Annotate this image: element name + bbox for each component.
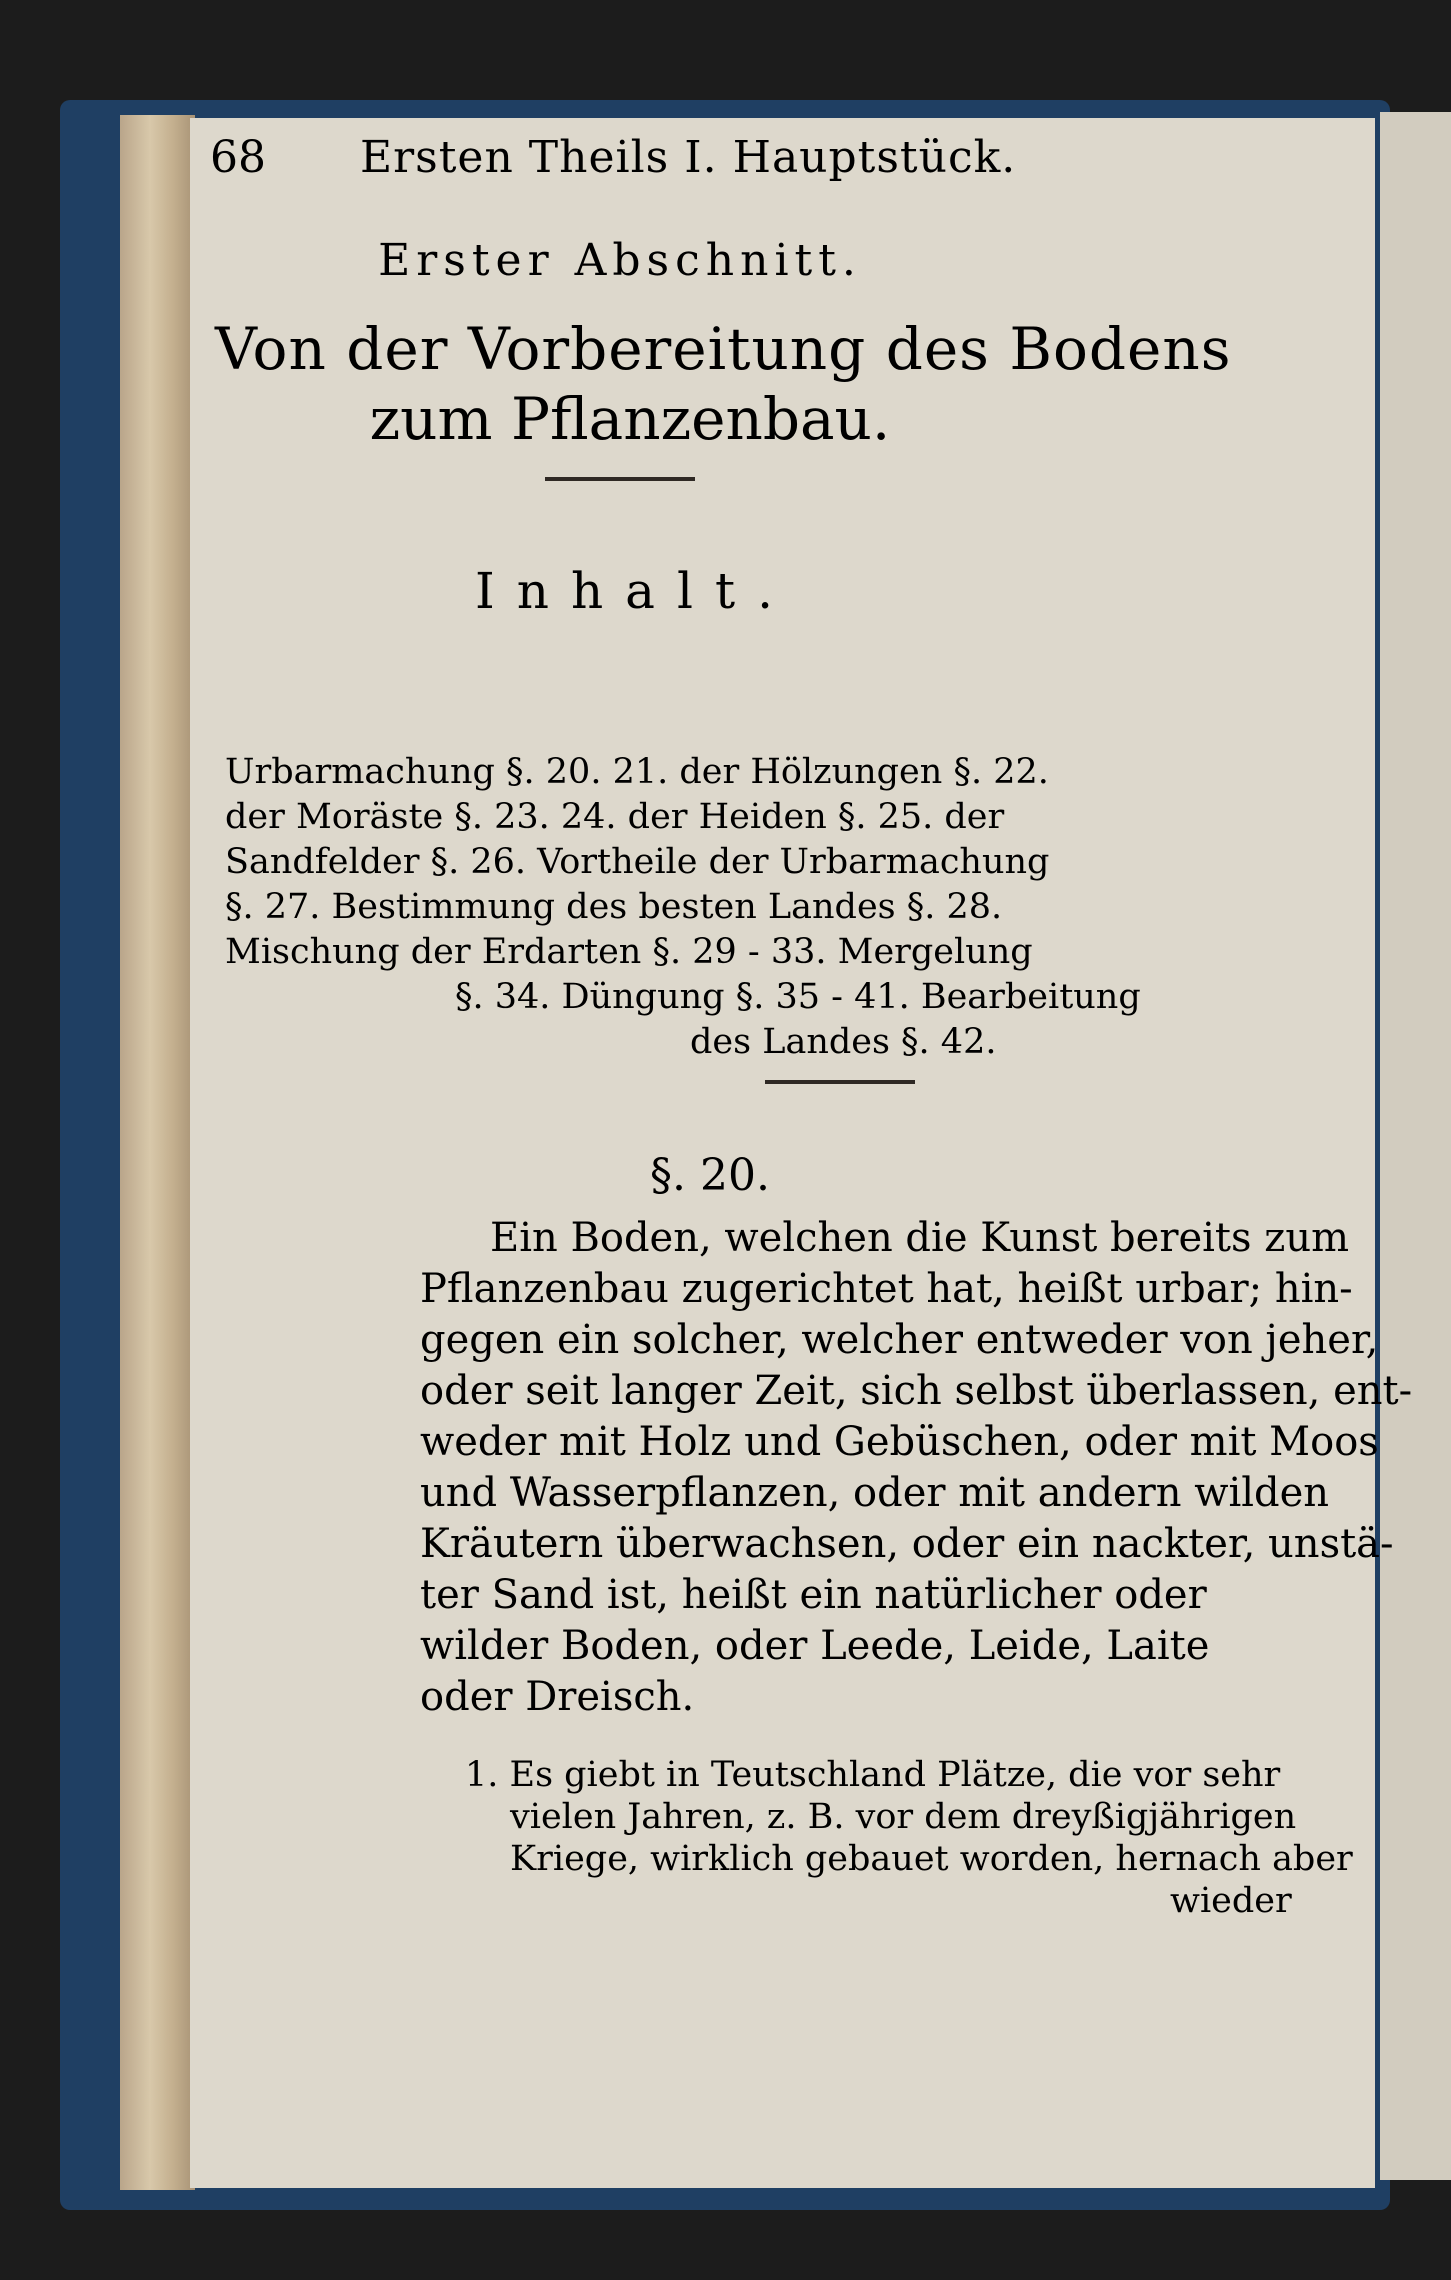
body-line: Ein Boden, welchen die Kunst bereits zum (490, 1215, 1350, 1261)
body-line: oder Dreisch. (420, 1674, 695, 1720)
running-title: Ersten Theils I. Hauptstück. (360, 132, 1017, 183)
body-line: weder mit Holz und Gebüschen, oder mit Moos (420, 1419, 1379, 1465)
contents-line: Urbarmachung §. 20. 21. der Hölzungen §. 22. (225, 752, 1049, 792)
contents-line: Sandfelder §. 26. Vortheile der Urbarmachung (225, 842, 1050, 882)
note-line: Kriege, wirklich gebauet worden, hernach aber (510, 1839, 1353, 1879)
contents-line: §. 34. Düngung §. 35 - 41. Bearbeitung (455, 977, 1141, 1017)
body-line: gegen ein solcher, welcher entweder von jeher, (420, 1317, 1379, 1363)
facing-page-edge (1380, 112, 1451, 2180)
catchword: wieder (1170, 1881, 1292, 1921)
contents-rule (765, 1080, 915, 1084)
body-line: Kräutern überwachsen, oder ein nackter, unstä- (420, 1521, 1394, 1567)
body-line: oder seit langer Zeit, sich selbst überlassen, ent- (420, 1368, 1413, 1414)
contents-line: der Moräste §. 23. 24. der Heiden §. 25. der (225, 797, 1005, 837)
paragraph-number: §. 20. (650, 1150, 770, 1201)
contents-line: des Landes §. 42. (690, 1022, 997, 1062)
contents-line: Mischung der Erdarten §. 29 - 33. Mergelung (225, 932, 1033, 972)
body-line: und Wasserpflanzen, oder mit andern wilden (420, 1470, 1330, 1516)
page-number: 68 (210, 132, 266, 183)
note-line: vielen Jahren, z. B. vor dem dreyßigjährigen (510, 1797, 1297, 1837)
section-heading: Erster Abschnitt. (378, 235, 862, 286)
body-line: wilder Boden, oder Leede, Leide, Laite (420, 1623, 1210, 1669)
contents-heading: Inhalt. (475, 562, 795, 620)
page-edges (120, 115, 195, 2190)
contents-line: §. 27. Bestimmung des besten Landes §. 28. (225, 887, 1003, 927)
body-line: ter Sand ist, heißt ein natürlicher oder (420, 1572, 1207, 1618)
note-line: 1. Es giebt in Teutschland Plätze, die vor sehr (465, 1755, 1281, 1795)
chapter-title-line1: Von der Vorbereitung des Bodens (215, 315, 1232, 383)
running-head (210, 132, 1060, 192)
title-rule (545, 477, 695, 481)
body-line: Pflanzenbau zugerichtet hat, heißt urbar; hin- (420, 1266, 1353, 1312)
chapter-title-line2: zum Pflanzenbau. (369, 385, 891, 453)
